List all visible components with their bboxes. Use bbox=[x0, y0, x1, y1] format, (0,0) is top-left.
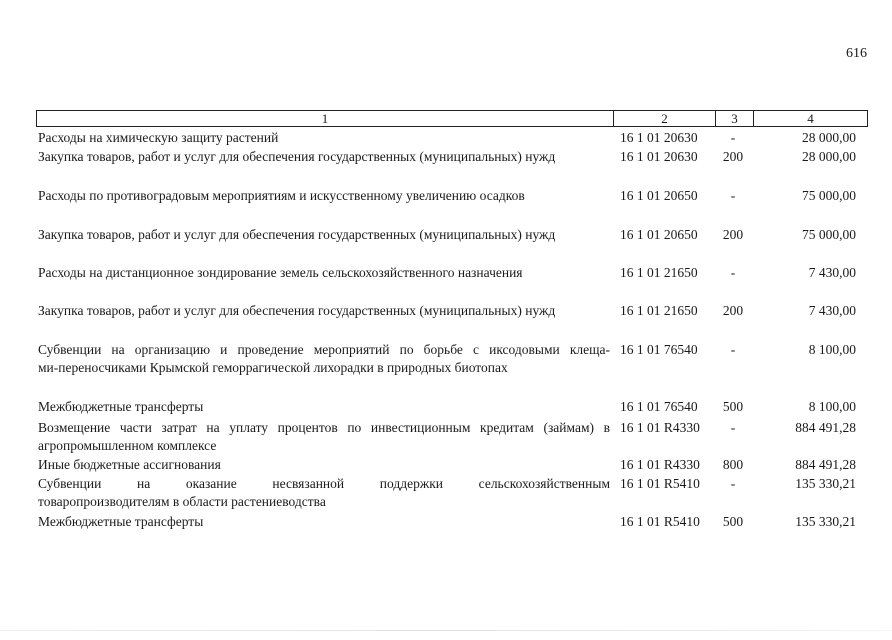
row-code: 16 1 01 R4330 bbox=[620, 420, 700, 435]
row-name bbox=[38, 341, 610, 377]
header-col-3: 3 bbox=[716, 111, 754, 126]
row-code: 16 1 01 21650 bbox=[620, 265, 698, 280]
row-type: 500 bbox=[722, 514, 744, 529]
row-code: 16 1 01 76540 bbox=[620, 342, 698, 357]
page-number: 616 bbox=[846, 46, 867, 61]
row-type: 200 bbox=[722, 303, 744, 318]
row-code: 16 1 01 20650 bbox=[620, 227, 698, 242]
row-type: 200 bbox=[722, 149, 744, 164]
row-code: 16 1 01 76540 bbox=[620, 399, 698, 414]
row-name-line-2: ми-переносчиками Крымской геморрагической лихорадки в природных биотопах bbox=[38, 360, 508, 375]
row-code: 16 1 01 21650 bbox=[620, 303, 698, 318]
row-type: 800 bbox=[722, 457, 744, 472]
row-sum: 75 000,00 bbox=[802, 227, 856, 242]
row-name: Расходы на химическую защиту растений bbox=[38, 130, 279, 145]
row-type: - bbox=[730, 420, 736, 435]
row-name bbox=[38, 419, 610, 455]
row-code: 16 1 01 20650 bbox=[620, 188, 698, 203]
row-sum: 884 491,28 bbox=[795, 457, 856, 472]
row-sum: 135 330,21 bbox=[795, 514, 856, 529]
row-name: Закупка товаров, работ и услуг для обеспечения государственных (муниципальных) нужд bbox=[38, 227, 556, 242]
row-code: 16 1 01 20630 bbox=[620, 130, 698, 145]
row-name-line-1: Субвенции на организацию и проведение мероприятий по борьбе с иксодовыми клеща- bbox=[38, 342, 610, 357]
header-col-4: 4 bbox=[807, 111, 814, 126]
row-sum: 7 430,00 bbox=[808, 265, 856, 280]
header-col-2: 2 bbox=[614, 111, 716, 126]
row-type: - bbox=[730, 265, 736, 280]
row-code: 16 1 01 R5410 bbox=[620, 514, 700, 529]
row-sum: 28 000,00 bbox=[802, 130, 856, 145]
row-name: Межбюджетные трансферты bbox=[38, 399, 204, 414]
row-type: - bbox=[730, 342, 736, 357]
row-sum: 8 100,00 bbox=[808, 399, 856, 414]
row-name: Расходы на дистанционное зондирование земель сельскохозяйственного назначения bbox=[38, 265, 523, 280]
row-sum: 75 000,00 bbox=[802, 188, 856, 203]
row-code: 16 1 01 R5410 bbox=[620, 476, 700, 491]
header-col-1: 1 bbox=[37, 111, 614, 126]
table-header bbox=[36, 110, 868, 127]
row-type: - bbox=[730, 476, 736, 491]
row-name: Расходы по противоградовым мероприятиям и искусственному увеличению осадков bbox=[38, 188, 525, 203]
row-name: Иные бюджетные ассигнования bbox=[38, 457, 221, 472]
row-name: Межбюджетные трансферты bbox=[38, 514, 204, 529]
row-name: Закупка товаров, работ и услуг для обеспечения государственных (муниципальных) нужд bbox=[38, 149, 556, 164]
row-sum: 7 430,00 bbox=[808, 303, 856, 318]
row-code: 16 1 01 R4330 bbox=[620, 457, 700, 472]
row-sum: 28 000,00 bbox=[802, 149, 856, 164]
row-type: 500 bbox=[722, 399, 744, 414]
row-type: - bbox=[730, 130, 736, 145]
row-type: 200 bbox=[722, 227, 744, 242]
row-name-line-2: агропромышленном комплексе bbox=[38, 438, 217, 453]
row-name: Закупка товаров, работ и услуг для обеспечения государственных (муниципальных) нужд bbox=[38, 303, 556, 318]
row-sum: 135 330,21 bbox=[795, 476, 856, 491]
row-name bbox=[38, 475, 610, 511]
row-code: 16 1 01 20630 bbox=[620, 149, 698, 164]
row-sum: 8 100,00 bbox=[808, 342, 856, 357]
row-name-line-1: Субвенции на оказание несвязанной поддержки сельскохозяйственным bbox=[38, 476, 610, 491]
row-name-line-1: Возмещение части затрат на уплату процентов по инвестиционным кредитам (займам) в bbox=[38, 420, 610, 435]
row-sum: 884 491,28 bbox=[795, 420, 856, 435]
row-name-line-2: товаропроизводителям в области растениеводства bbox=[38, 494, 326, 509]
row-type: - bbox=[730, 188, 736, 203]
scan-edge bbox=[0, 630, 892, 631]
